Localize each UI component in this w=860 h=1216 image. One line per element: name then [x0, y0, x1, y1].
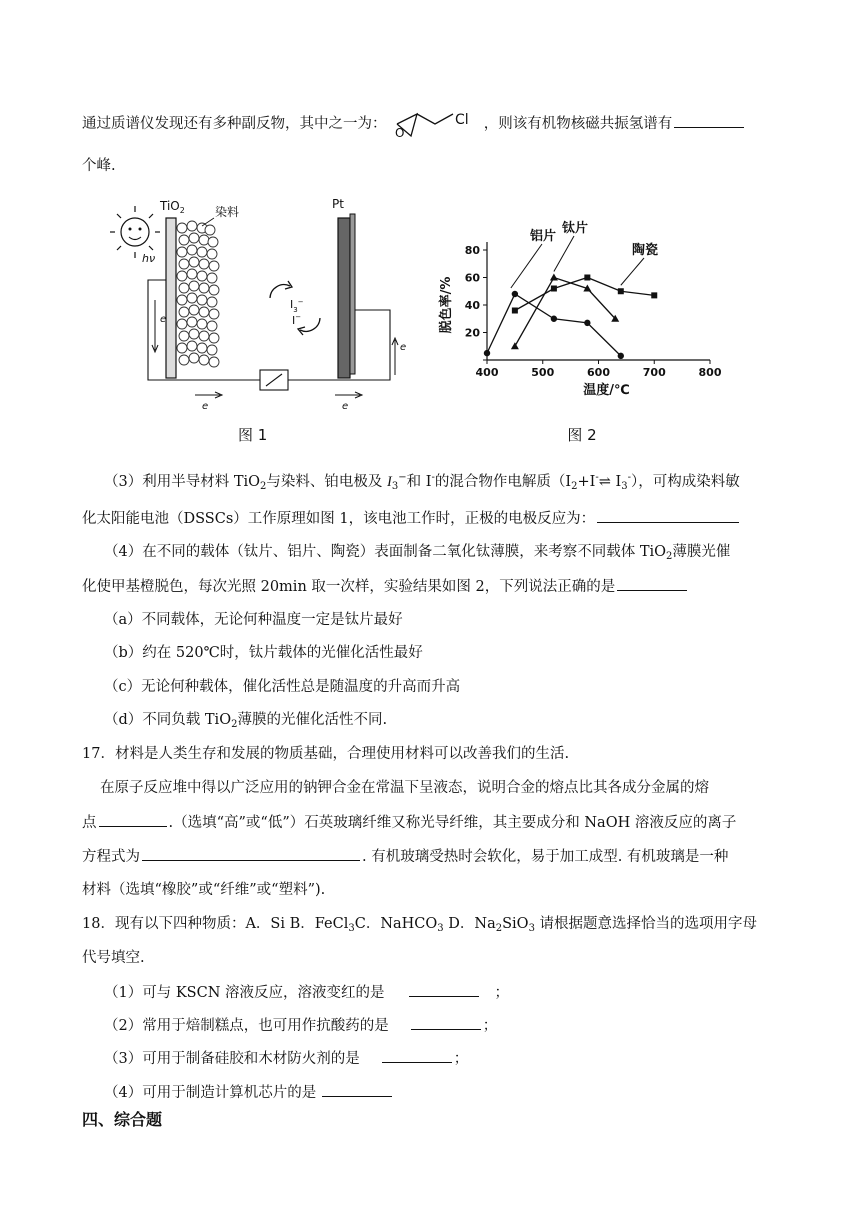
q17-title: 17．材料是人类生存和发展的物质基础，合理使用材料可以改善我们的生活.	[82, 746, 570, 762]
intro-line-2: 个峰.	[82, 158, 116, 174]
answer-blank[interactable]	[409, 982, 479, 997]
figure-2-chart	[432, 210, 732, 450]
answer-blank[interactable]	[99, 812, 167, 827]
intro-text: 通过质谱仪发现还有多种副反物，其中之一为：	[82, 116, 387, 132]
tio2-plate	[166, 218, 176, 378]
answer-blank[interactable]	[322, 1082, 392, 1097]
y-axis-label: 脱色率/%	[439, 276, 454, 334]
q4-option-b: （b）约在 520℃时，钛片载体的光催化活性最好	[104, 645, 423, 661]
series-label: 陶瓷	[632, 243, 659, 258]
y-tick-label: 40	[464, 299, 480, 312]
data-point	[618, 288, 624, 294]
q4-line-1: （4）在不同的载体（钛片、铝片、陶瓷）表面制备二氧化钛薄膜，来考察不同载体 TiO$_2$薄膜光催	[104, 544, 731, 562]
figure-2-caption: 图 2	[567, 426, 597, 444]
data-point	[484, 350, 490, 356]
q18-item-3: （3）可用于制备硅胶和木材防火剂的是 ；	[104, 1048, 778, 1069]
q18-item-1: （1）可与 KSCN 溶液反应，溶液变红的是 ；	[104, 982, 778, 1003]
x-tick-label: 700	[642, 366, 666, 379]
intro-text-2: ，则该有机物核磁共振氢谱有	[483, 116, 673, 132]
q4-line-2: 化使甲基橙脱色，每次光照 20min 取一次样，实验结果如图 2，下列说法正确的是	[82, 576, 778, 597]
data-point	[651, 292, 657, 298]
series-pointer	[621, 258, 644, 285]
x-tick-label: 400	[475, 366, 499, 379]
svg-text:e: e	[202, 401, 209, 412]
x-axis-label: 温度/℃	[583, 383, 630, 398]
y-tick-label: 80	[464, 244, 480, 257]
data-point	[512, 291, 518, 297]
series-pointer	[511, 244, 542, 288]
series-line-陶瓷	[515, 278, 654, 311]
x-tick-label: 600	[587, 366, 610, 379]
data-point	[551, 286, 557, 292]
epoxide-structure	[391, 106, 479, 140]
q3-line-2: 化太阳能电池（DSSCs）工作原理如图 1，该电池工作时，正极的电极反应为：	[82, 508, 778, 529]
q18-title-2: 代号填空.	[82, 950, 145, 966]
q18-title: 18．现有以下四种物质：A．Si B．FeCl$_3$C．NaHCO$_3$ D．$Na_2SiO_3$ 请根据题意选择恰当的选项用字母	[82, 916, 758, 934]
hv-label: hν	[142, 252, 156, 265]
q3-line-1: （3）利用半导材料 TiO$_2$与染料、铂电极及 $I_3^-$和 I-的混合物作电解质（$I_2+I^-\rightleftharpoons$ $I_3^-$），可构成染料敏	[104, 472, 740, 492]
q17-line-4: 材料（选填“橡胶”或“纤维”或“塑料”).	[82, 882, 326, 898]
answer-blank[interactable]	[597, 508, 739, 523]
data-point	[551, 316, 557, 322]
svg-text:O: O	[395, 126, 405, 140]
dye-particles	[177, 221, 219, 367]
x-tick-label: 500	[531, 366, 555, 379]
data-point	[584, 275, 590, 281]
q4-option-a: （a）不同载体，无论何种温度一定是钛片最好	[104, 612, 403, 628]
dye-label: 染料	[215, 205, 240, 219]
pt-electrode	[338, 218, 350, 378]
y-tick-label: 20	[464, 326, 480, 340]
data-point	[550, 274, 558, 281]
sun-icon	[110, 206, 160, 258]
q4-option-c: （c）无论何种载体，催化活性总是随温度的升高而升高	[104, 679, 461, 695]
pt-label: Pt	[332, 197, 344, 211]
answer-blank[interactable]	[142, 846, 360, 861]
svg-text:e: e	[400, 342, 407, 353]
svg-text:e: e	[342, 401, 349, 412]
section-4-heading: 四、综合题	[82, 1110, 163, 1129]
q17-line-1: 在原子反应堆中得以广泛应用的钠钾合金在常温下呈液态，说明合金的熔点比其各成分金属的熔	[100, 780, 709, 796]
data-point	[511, 342, 519, 349]
q17-line-2: 点 .（选填“高”或“低”）石英玻璃纤维又称光导纤维，其主要成分和 NaOH 溶液反应的离子	[82, 812, 778, 833]
i3-label: $I_3^-$	[290, 298, 304, 314]
q4-option-d: （d）不同负载 TiO$_2$薄膜的光催化活性不同.	[104, 712, 388, 730]
intro-line-1	[82, 106, 778, 140]
data-point	[618, 353, 624, 359]
data-point	[584, 320, 590, 326]
q18-item-4: （4）可用于制造计算机芯片的是	[104, 1082, 778, 1103]
answer-blank[interactable]	[674, 113, 744, 128]
figure-1-dssc	[110, 190, 420, 445]
i-label: I−	[292, 313, 302, 327]
y-tick-label: 60	[464, 271, 480, 285]
figure-1-caption: 图 1	[238, 426, 268, 444]
data-point	[512, 308, 518, 314]
series-label: 钛片	[562, 221, 589, 236]
svg-text:e: e	[160, 314, 167, 325]
series-label: 铝片	[530, 229, 557, 244]
answer-blank[interactable]	[411, 1015, 481, 1030]
svg-text:Cl: Cl	[455, 112, 469, 128]
q17-line-3: 方程式为 . 有机玻璃受热时会软化，易于加工成型. 有机玻璃是一种	[82, 846, 778, 867]
answer-blank[interactable]	[382, 1048, 452, 1063]
x-tick-label: 800	[698, 366, 722, 379]
series-pointer	[554, 236, 574, 272]
answer-blank[interactable]	[617, 576, 687, 591]
tio2-label: TiO$_2$	[160, 199, 185, 215]
q18-item-2: （2）常用于焙制糕点，也可用作抗酸药的是 ；	[104, 1015, 778, 1036]
